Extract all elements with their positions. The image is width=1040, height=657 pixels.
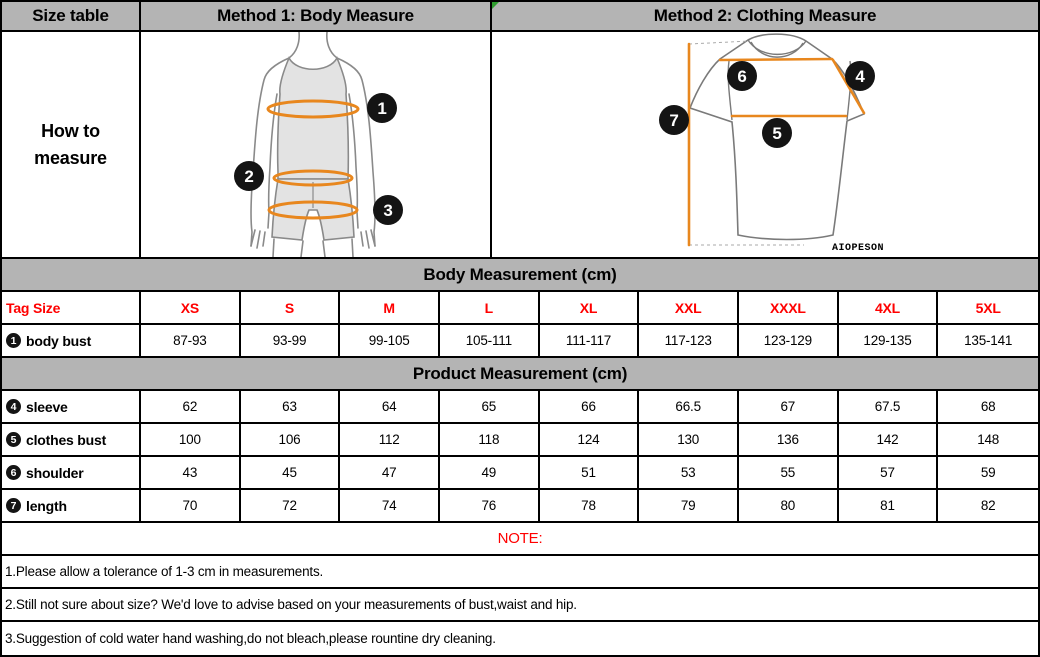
measurement-cell: 124 [540, 424, 640, 457]
header-method2-label: Method 2: Clothing Measure [653, 6, 877, 25]
measurement-cell: 79 [639, 490, 739, 523]
row-label-text: clothes bust [26, 431, 107, 448]
measurement-cell: 82 [938, 490, 1038, 523]
header-method1: Method 1: Body Measure [141, 2, 492, 30]
marker-6-number: 6 [737, 67, 747, 87]
note-item: 3.Suggestion of cold water hand washing,do not bleach,please rountine dry cleaning. [2, 622, 1038, 655]
marker-5-number: 5 [772, 124, 782, 144]
measurement-cell: 135-141 [938, 325, 1038, 358]
measurement-cell: 65 [440, 391, 540, 424]
shoulder-measure-line [720, 59, 832, 60]
tag-size-label: Tag Size [2, 292, 141, 325]
measurement-cell: 67 [739, 391, 839, 424]
marker-3-number: 3 [383, 201, 393, 221]
measurement-cell: 93-99 [241, 325, 341, 358]
clothing-measure-illustration [492, 32, 1038, 257]
section-title-product-measurement: Product Measurement (cm) [2, 358, 1038, 391]
row-label-length [2, 490, 141, 523]
measurement-cell: 142 [839, 424, 939, 457]
row-label-text: length [26, 497, 67, 514]
row-marker-badge: 4 [6, 399, 21, 414]
measurement-cell: 118 [440, 424, 540, 457]
size-header-cell: XS [141, 292, 241, 325]
section-title-body-measurement: Body Measurement (cm) [2, 259, 1038, 292]
measurement-cell: 87-93 [141, 325, 241, 358]
row-label-shoulder [2, 457, 141, 490]
size-header-cell: S [241, 292, 341, 325]
measurement-cell: 45 [241, 457, 341, 490]
measurement-cell: 57 [839, 457, 939, 490]
size-header-cell: 5XL [938, 292, 1038, 325]
measurement-cell: 105-111 [440, 325, 540, 358]
measurement-cell: 51 [540, 457, 640, 490]
row-label-text: sleeve [26, 398, 68, 415]
size-header-cell: 4XL [839, 292, 939, 325]
row-label-sleeve [2, 391, 141, 424]
measurement-cell: 106 [241, 424, 341, 457]
measurement-cell: 100 [141, 424, 241, 457]
marker-4-number: 4 [855, 67, 865, 87]
measurement-cell: 68 [938, 391, 1038, 424]
row-marker-badge: 5 [6, 432, 21, 447]
comment-marker-triangle [492, 2, 499, 9]
how-to-measure-label: How to measure [2, 32, 141, 257]
tshirt-illustration [492, 32, 1038, 257]
measurement-cell: 55 [739, 457, 839, 490]
measurement-cell: 49 [440, 457, 540, 490]
measurement-cell: 70 [141, 490, 241, 523]
row-marker-badge: 7 [6, 498, 21, 513]
measurement-cell: 64 [340, 391, 440, 424]
row-label-clothes-bust [2, 424, 141, 457]
marker-7-number: 7 [669, 111, 679, 131]
measurement-cell: 67.5 [839, 391, 939, 424]
measurement-cell: 47 [340, 457, 440, 490]
row-label-text: body bust [26, 332, 92, 349]
measurement-cell: 66 [540, 391, 640, 424]
size-header-cell: XXXL [739, 292, 839, 325]
note-title: NOTE: [2, 523, 1038, 556]
row-marker-badge: 1 [6, 333, 21, 348]
measurement-cell: 129-135 [839, 325, 939, 358]
measurement-cell: 136 [739, 424, 839, 457]
measurement-cell: 117-123 [639, 325, 739, 358]
marker-2-number: 2 [244, 167, 254, 187]
measurement-cell: 148 [938, 424, 1038, 457]
size-header-cell: XXL [639, 292, 739, 325]
marker-1-number: 1 [377, 99, 387, 119]
measurement-cell: 66.5 [639, 391, 739, 424]
body-measurement-grid [2, 292, 1038, 358]
header-size-table: Size table [2, 2, 141, 30]
measurement-cell: 78 [540, 490, 640, 523]
measurement-cell: 43 [141, 457, 241, 490]
illustration-row [2, 32, 1038, 259]
row-label-text: shoulder [26, 464, 84, 481]
measurement-cell: 53 [639, 457, 739, 490]
notes-list [2, 556, 1038, 655]
note-item: 1.Please allow a tolerance of 1-3 cm in measurements. [2, 556, 1038, 589]
measurement-cell: 76 [440, 490, 540, 523]
size-header-cell: M [340, 292, 440, 325]
measurement-cell: 80 [739, 490, 839, 523]
body-measure-illustration [141, 32, 492, 257]
size-header-cell: L [440, 292, 540, 325]
table-header-row [2, 2, 1038, 32]
row-label-body-bust [2, 325, 141, 358]
brand-watermark: AIOPESON [831, 243, 884, 254]
measurement-cell: 74 [340, 490, 440, 523]
measurement-cell: 59 [938, 457, 1038, 490]
product-measurement-grid [2, 391, 1038, 523]
measurement-cell: 130 [639, 424, 739, 457]
header-method2 [492, 2, 1038, 30]
note-item: 2.Still not sure about size? We'd love to advise based on your measurements of bust,waist and hip. [2, 589, 1038, 622]
measurement-cell: 112 [340, 424, 440, 457]
body-figure-illustration [141, 32, 490, 257]
measurement-cell: 123-129 [739, 325, 839, 358]
size-header-cell: XL [540, 292, 640, 325]
row-marker-badge: 6 [6, 465, 21, 480]
measurement-cell: 81 [839, 490, 939, 523]
measurement-cell: 63 [241, 391, 341, 424]
measurement-cell: 111-117 [540, 325, 640, 358]
measurement-cell: 62 [141, 391, 241, 424]
measurement-cell: 99-105 [340, 325, 440, 358]
measurement-cell: 72 [241, 490, 341, 523]
